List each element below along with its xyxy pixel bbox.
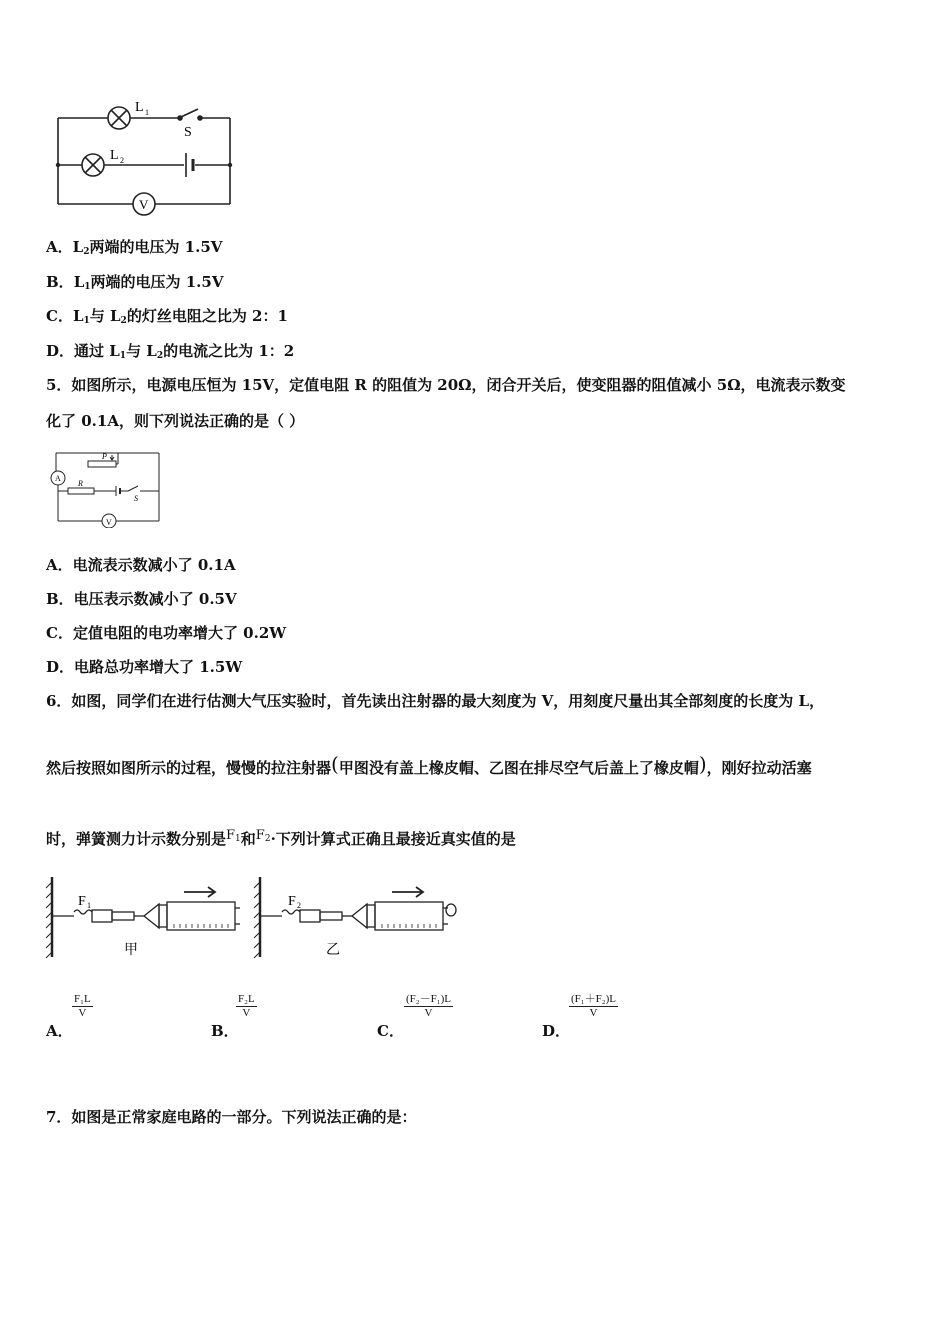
q7-text: 7．如图是正常家庭电路的一部分。下列说法正确的是： <box>46 1108 417 1126</box>
q6-option-b-fraction[interactable]: $\frac{\text{F₂L}}{V}$ <box>238 993 255 1019</box>
voltmeter-label-q5: V <box>106 518 112 527</box>
q6-option-b-letter[interactable]: B． <box>211 1022 239 1040</box>
q6-text-line1: 6．如图，同学们在进行估测大气压实验时，首先读出注射器的最大刻度为 V，用刻度尺量出其全部刻度的长度为 L， <box>46 692 825 710</box>
q5-option-d[interactable]: D．电路总功率增大了 1.5W <box>46 658 243 676</box>
f1-symbol: $F_1$ <box>226 828 241 844</box>
q6-option-a-letter[interactable]: A． <box>46 1022 73 1040</box>
lamp2-label: L <box>110 148 119 163</box>
lamp1-label: L <box>135 100 144 115</box>
lamp1-subscript: 1 <box>145 108 149 117</box>
q4-option-a[interactable]: A．$L_2$两端的电压为 1.5V <box>46 238 223 257</box>
q5-option-a[interactable]: A．电流表示数减小了 0.1A <box>46 556 236 574</box>
lamp2-subscript: 2 <box>120 156 124 165</box>
force-f2-label: F <box>288 894 296 909</box>
q5-option-c[interactable]: C．定值电阻的电功率增大了 0.2W <box>46 624 287 642</box>
circuit-diagram-rheostat <box>46 446 166 528</box>
figure-caption-jia: 甲 <box>124 942 138 958</box>
ammeter-label: A <box>55 474 61 483</box>
q6-text-line2: 然后按照如图所示的过程，慢慢的拉注射器(甲图没有盖上橡皮帽、乙图在排尽空气后盖上了橡皮帽)，刚好拉动活塞 <box>46 752 812 777</box>
switch-label: S <box>184 125 192 140</box>
circuit-diagram-lamps <box>50 95 240 220</box>
rheostat-label: P <box>102 452 107 461</box>
force-f1-subscript: 1 <box>87 901 91 910</box>
force-f2-subscript: 2 <box>297 901 301 910</box>
q6-option-c-fraction[interactable]: $\frac{\text{(F₂－F₁)L}}{V}$ <box>406 993 451 1019</box>
q5-text-line2: 化了 0.1A，则下列说法正确的是（ ） <box>46 412 305 430</box>
q6-option-a-fraction[interactable]: $\frac{\text{F₁L}}{V}$ <box>74 993 91 1019</box>
q6-text-line3: 时，弹簧测力计示数分别是$F_1$和$F_2\cdot$下列计算式正确且最接近真实值的是 <box>46 828 516 848</box>
force-f1-label: F <box>78 894 86 909</box>
q5-text-line1: 5．如图所示，电源电压恒为 15V，定值电阻 R 的阻值为 20Ω，闭合开关后，使变阻器的阻值减小 5Ω，电流表示数变 <box>46 376 846 394</box>
resistor-label: R <box>78 479 83 488</box>
figure-caption-yi: 乙 <box>326 942 340 958</box>
syringe-figure-right <box>250 872 460 962</box>
q4-option-d[interactable]: D．通过 $L_1$与 $L_2$的电流之比为 1：2 <box>46 342 295 361</box>
q6-option-d-letter[interactable]: D． <box>542 1022 571 1040</box>
q4-option-c[interactable]: C．$L_1$与 $L_2$的灯丝电阻之比为 2：1 <box>46 307 288 326</box>
voltmeter-label: V <box>139 197 149 212</box>
f2-symbol: $F_2$ <box>255 828 271 844</box>
q6-option-d-fraction[interactable]: $\frac{\text{(F₁＋F₂)L}}{V}$ <box>571 993 616 1019</box>
switch-label-q5: S <box>134 494 138 503</box>
q5-option-b[interactable]: B．电压表示数减小了 0.5V <box>46 590 237 608</box>
q4-option-b[interactable]: B．$L_1$两端的电压为 1.5V <box>46 273 224 292</box>
q6-option-c-letter[interactable]: C． <box>377 1022 404 1040</box>
syringe-figure-left <box>44 872 244 962</box>
